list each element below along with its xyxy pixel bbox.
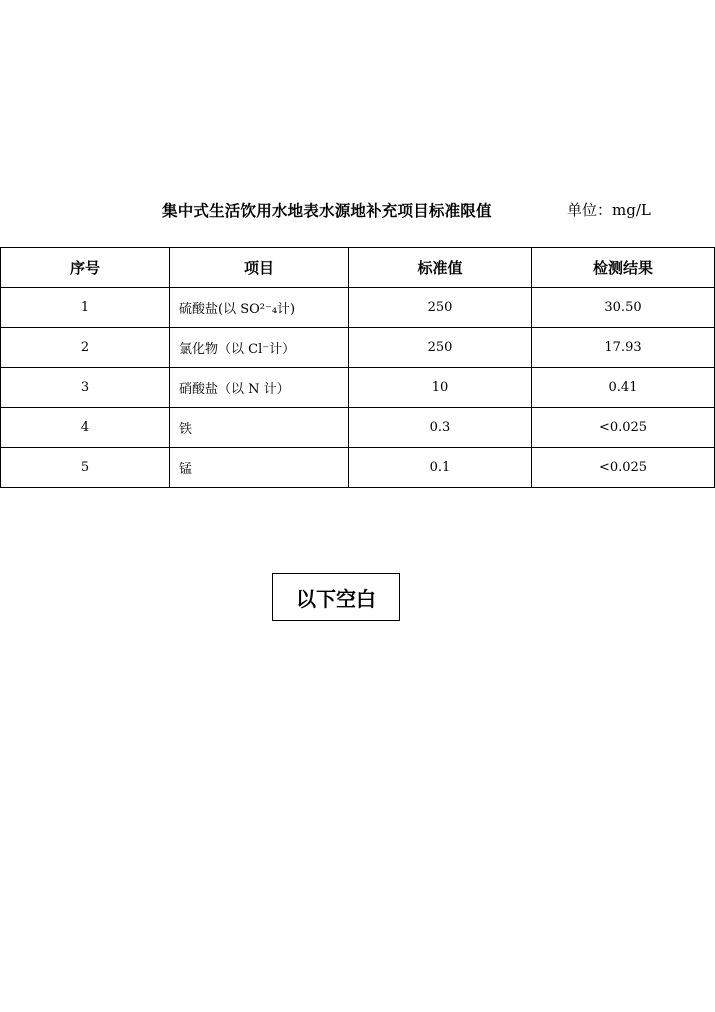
row-item: 氯化物（以 Cl⁻计） (170, 328, 349, 368)
header-result: 检测结果 (532, 248, 715, 288)
row-result: 30.50 (532, 288, 715, 328)
row-no: 2 (1, 328, 170, 368)
unit-label: 单位：mg/L (567, 201, 651, 219)
row-no: 1 (1, 288, 170, 328)
row-standard: 0.3 (349, 408, 532, 448)
row-no: 5 (1, 448, 170, 488)
row-no: 4 (1, 408, 170, 448)
row-result: <0.025 (532, 448, 715, 488)
table-row (1, 368, 715, 408)
row-standard: 250 (349, 288, 532, 328)
row-item: 硝酸盐（以 N 计） (170, 368, 349, 408)
row-standard: 250 (349, 328, 532, 368)
row-standard: 0.1 (349, 448, 532, 488)
row-item: 锰 (170, 448, 349, 488)
row-standard: 10 (349, 368, 532, 408)
standard-limits-table (0, 247, 715, 488)
header-item: 项目 (170, 248, 349, 288)
document-title: 集中式生活饮用水地表水源地补充项目标准限值 (162, 202, 492, 220)
table-row (1, 288, 715, 328)
header-standard: 标准值 (349, 248, 532, 288)
header-no: 序号 (1, 248, 170, 288)
table-row (1, 408, 715, 448)
table-row (1, 448, 715, 488)
row-result: 17.93 (532, 328, 715, 368)
blank-below-note: 以下空白 (272, 573, 400, 621)
table-header-row (1, 248, 715, 288)
row-no: 3 (1, 368, 170, 408)
row-item: 铁 (170, 408, 349, 448)
row-result: <0.025 (532, 408, 715, 448)
row-result: 0.41 (532, 368, 715, 408)
table-row (1, 328, 715, 368)
row-item: 硫酸盐(以 SO²⁻₄计) (170, 288, 349, 328)
